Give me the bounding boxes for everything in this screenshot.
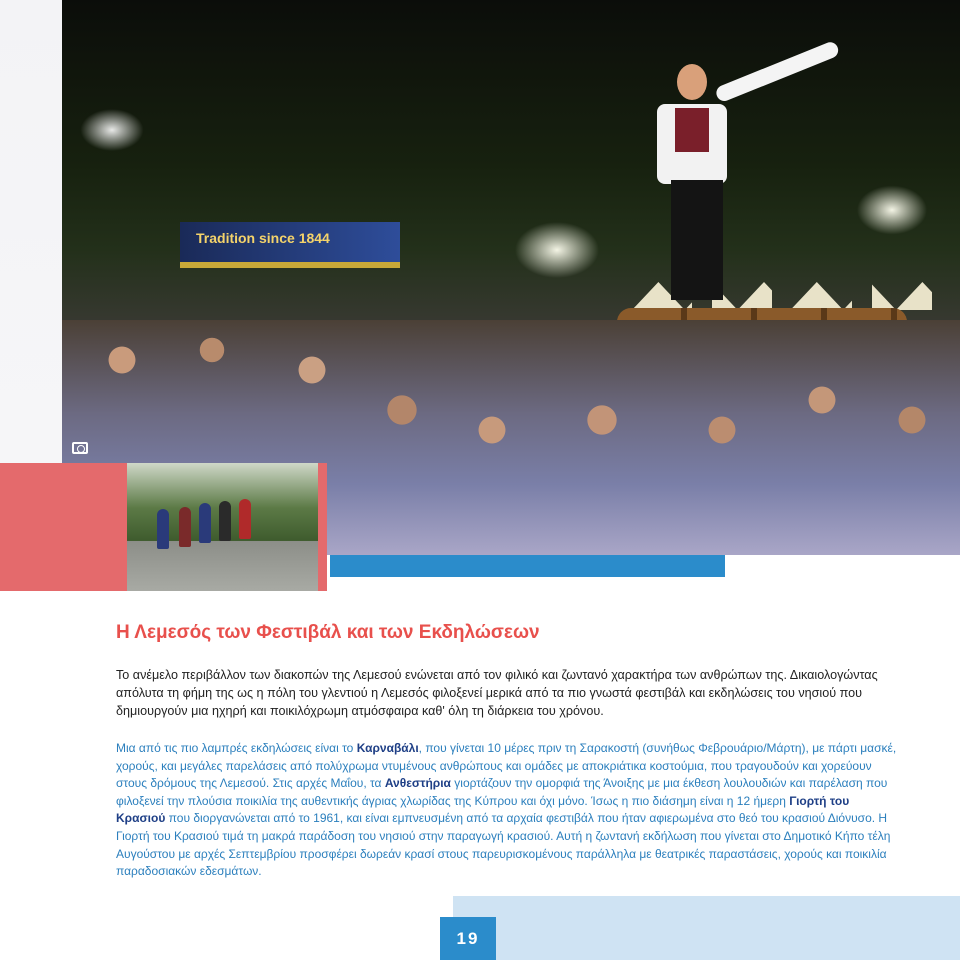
camera-icon: [72, 442, 88, 454]
highlight-carnival: Καρναβάλι: [356, 741, 419, 755]
red-accent-strip: [318, 463, 327, 591]
footer-band: [453, 896, 960, 960]
highlight-wine-festival: Γιορτή του Κρασιού: [116, 793, 850, 826]
wine-stall-sign: [180, 222, 400, 268]
stall-sign-text: Tradition since 1844: [196, 230, 330, 246]
page-number-box: [440, 917, 496, 960]
blue-accent-bar: [330, 555, 725, 577]
body-paragraph: Μια από τις πιο λαμπρές εκδηλώσεις είναι το Καρναβάλι, που γίνεται 10 μέρες πριν τη Σαρακοστή (συνήθως Φεβρουάριο/Μάρτη), με πάρτι μασκέ, χορούς, και μεγάλες παρελάσεις από πολύχρωμα ντυμένους ανθρώπους και ομάδες με αποκριάτικα κοστούμια, που τραγουδούν και χορεύουν στους δρόμους της Λεμεσού. Στις αρχές Μαΐου, τα Ανθεστήρια γιορτάζουν την ομορφιά της Άνοιξης με μια έκθεση λουλουδιών και παρέλαση που φιλοξενεί την πλούσια ποικιλία της αυθεντικής άγριας χλωρίδας της Κύπρου και όχι μόνο. Ίσως η πιο διάσημη είναι η 12 ήμερη Γιορτή του Κρασιού που διοργανώνεται από το 1961, και είναι εμπνευσμένη από τα αρχαία φεστιβάλ που ήταν αφιερωμένα στο θεό του κρασιού Διόνυσο. Η Γιορτή του Κρασιού τιμά τη μακρά παράδοση του νησιού στην παραγωγή κρασιού. Αυτή η ζωντανή εκδήλωση που γίνεται στο Δημοτικό Κήπο τέλη Αυγούστου με αρχές Σεπτεμβρίου προσφέρει δωρεάν κρασί στους παρευρισκομένους παράλληλα με θεατρικές παραστάσεις, χορούς και ποικιλία παραδοσιακών εδεσμάτων.: [116, 741, 897, 879]
floral-decoration: [0, 0, 62, 470]
red-accent-block: [0, 463, 127, 591]
highlight-anthestiria: Ανθεστήρια: [384, 776, 451, 791]
article-title: Η Λεμεσός των Φεστιβάλ και των Εκδηλώσεων: [116, 622, 540, 643]
cycling-race-photo: [127, 463, 318, 591]
page-number: 19: [456, 928, 480, 948]
intro-paragraph: Το ανέμελο περιβάλλον των διακοπών της Λεμεσού ενώνεται από τον φιλικό και ζωντανό χαρακτήρα των ανθρώπων της. Δικαιολογώντας απόλυτα τη φήμη της ως η πόλη του γλεντιού η Λεμεσός φιλοξενεί μερικά από τα πιο γνωστά φεστιβάλ και εκδηλώσεις του νησιού που δημιουργούν μια ηχηρή και ποικιλόχρωμη ατμόσφαιρα καθ' όλη τη διάρκεια του χρόνου.: [116, 668, 878, 718]
giant-figure: [657, 60, 767, 310]
